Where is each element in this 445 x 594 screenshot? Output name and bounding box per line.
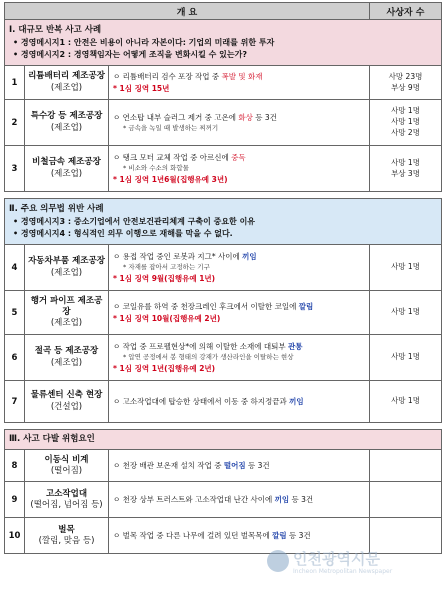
newspaper-logo-icon — [267, 550, 289, 572]
section-3-header — [5, 430, 442, 450]
site-type: (제조업) — [50, 82, 83, 93]
section-2-header: Ⅱ. 주요 의무법 위반 사례 • 경영메시지3 : 중소기업에서 안전보건관리체계 구축이 중요한 이유 • 경영메시지4 : 형식적인 의무 이행으로 재해를 막을 수 없다. — [5, 199, 442, 245]
table-row: 1 리튬배터리 제조공장 (제조업) ㅇ 리튬배터리 검수 포장 작업 중 폭발 및 화재 * 1심 징역 15년 사망 23명 부상 9명 — [5, 66, 442, 100]
section-message: • 경영메시지1 : 안전은 비용이 아니라 자본이다: 기업의 미래를 위한 투자 — [13, 37, 275, 47]
table-row: 2 특수강 등 제조공장 (제조업) ㅇ 연소탑 내부 슬러그 제거 중 고온에 화상 등 3건 * 금속을 녹일 때 발생하는 찌꺼기 사망 1명 사망 1명 사망 2명 — [5, 100, 442, 146]
table-row: 8 이동식 비계 (떨어짐) ㅇ 천장 배관 보온재 설치 작업 중 떨어짐 등 3건 — [5, 450, 442, 482]
table-row: 9 고소작업대 (떨어짐, 넘어짐 등) ㅇ 천장 상부 트러스트와 고소작업대 난간 사이에 끼임 등 3건 — [5, 482, 442, 518]
table-row: 4 자동차부품 제조공장 (제조업) ㅇ 용접 작업 중인 로봇과 지그* 사이에 끼임 * 자재를 잡아서 고정하는 기구 * 1심 징역 9월(집행유예 1년) 사망 1명 — [5, 245, 442, 291]
site-name: 리튬배터리 제조공장 — [28, 71, 105, 82]
section-1-header — [5, 20, 442, 66]
section-title: Ⅱ. 주요 의무법 위반 사례 — [9, 203, 104, 214]
newspaper-watermark: 인천광역시문 Incheon Metropolitan Newspaper — [267, 546, 437, 584]
sentence: * 1심 징역 15년 — [113, 83, 170, 93]
table-header-row — [5, 3, 442, 20]
accident-type: 폭발 및 화재 — [221, 71, 263, 81]
table-row: 6 절곡 등 제조공장 (제조업) ㅇ 작업 중 프로펠현상*에 의해 이탈한 소재에 대퇴부 관통 * 압연 공정에서 봉 형태의 강재가 생산라인을 이탈하는 현상 * 1심 징역 1년(집행유예 2년) 사망 1명 — [5, 335, 442, 381]
table-row: 3 비철금속 제조공장 (제조업) ㅇ 탱크 모터 교체 작업 중 아르신에 중독 * 비소와 수소의 화합물 * 1심 징역 1년6월(집행유예 3년) 사망 1명 부상 3명 — [5, 146, 442, 192]
header-casualties: 사상자 수 — [370, 3, 442, 20]
section-title: Ⅰ. 대규모 반복 사고 사례 — [9, 24, 102, 35]
section-title: Ⅲ. 사고 다발 위험요인 — [9, 434, 95, 444]
case-table — [4, 2, 442, 554]
table-row: 7 물류센터 신축 현장 (건설업) ㅇ 고소작업대에 탑승한 상태에서 이동 중 하지정끝과 끼임 사망 1명 — [5, 381, 442, 423]
table-row: 5 행거 파이프 제조공장 (제조업) ㅇ 코일유를 하역 중 천장크레인 후크에서 이탈한 코일에 깔림 * 1심 징역 10월(집행유예 2년) 사망 1명 — [5, 291, 442, 335]
section-message: • 경영메시지2 : 경영책임자는 어떻게 조직을 변화시킬 수 있는가? — [13, 50, 247, 60]
table-row: 10 벌목 (깔림, 맞음 등) ㅇ 벌목 작업 중 다른 나무에 걸려 있던 벌목목에 깔림 등 3건 — [5, 518, 442, 554]
row-number: 1 — [5, 66, 25, 100]
header-overview: 개 요 — [5, 3, 370, 20]
